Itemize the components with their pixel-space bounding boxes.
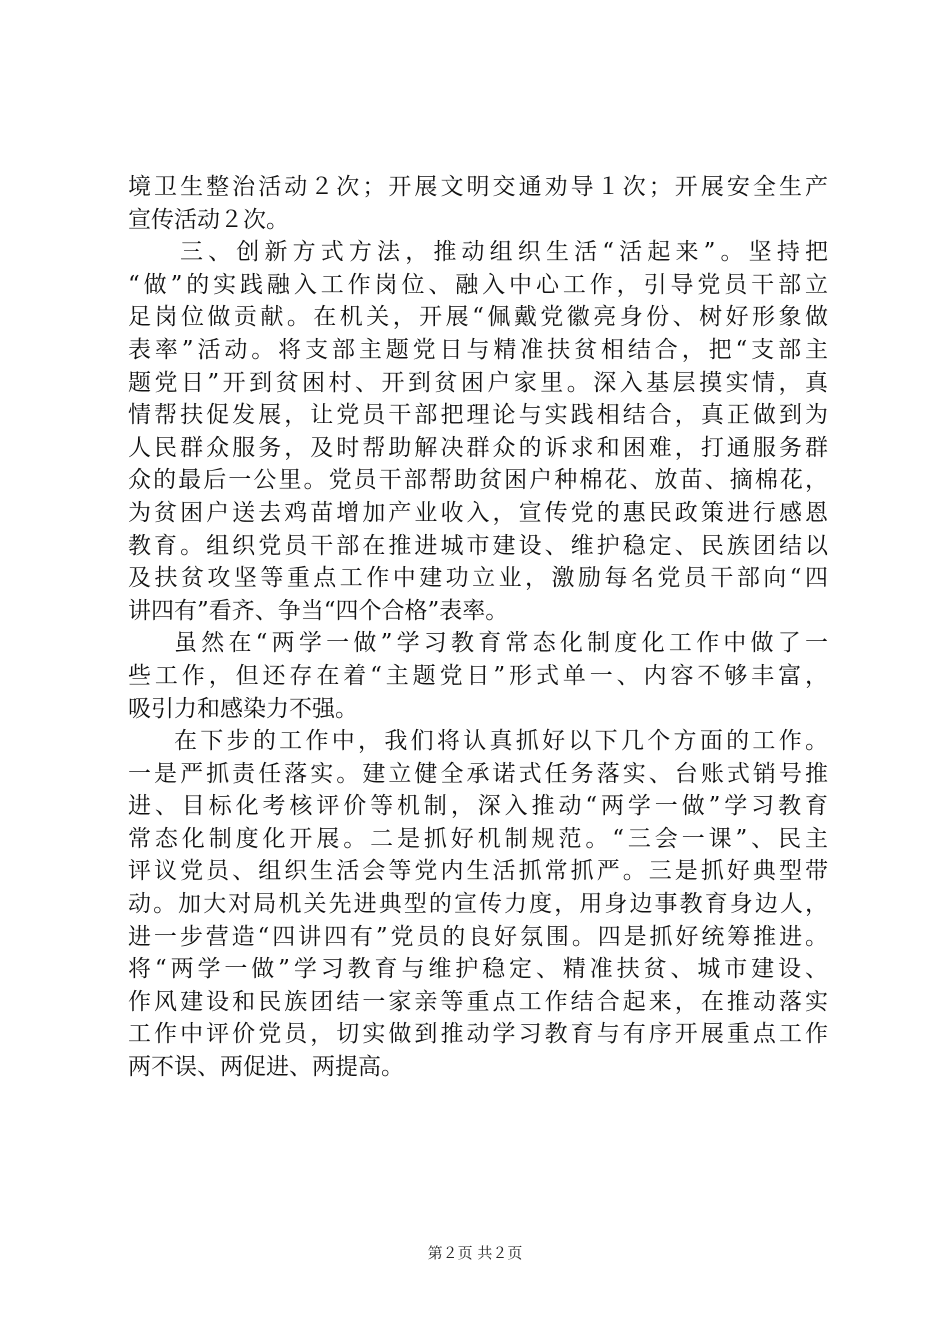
text-line: 在下步的工作中，我们将认真抓好以下几个方面的工作。 [174, 728, 828, 755]
text-line: 些工作，但还存在着“主题党日”形式单一、内容不够丰富， [128, 662, 828, 689]
text-line: 吸引力和感染力不强。 [128, 695, 358, 722]
text-line: “做”的实践融入工作岗位、融入中心工作，引导党员干部立 [128, 271, 828, 298]
text-line: 工作中评价党员，切实做到推动学习教育与有序开展重点工作 [128, 1021, 828, 1048]
page-footer [0, 1242, 950, 1263]
text-line: 常态化制度化开展。二是抓好机制规范。“三会一课”、民主 [128, 825, 828, 852]
text-line: 一是严抓责任落实。建立健全承诺式任务落实、台账式销号推 [128, 760, 828, 787]
text-line: 教育。组织党员干部在推进城市建设、维护稳定、民族团结以 [128, 532, 828, 559]
text-line: 三、创新方式方法，推动组织生活“活起来”。坚持把 [180, 239, 828, 266]
text-line: 进、目标化考核评价等机制，深入推动“两学一做”学习教育 [128, 793, 828, 820]
text-line: 表率”活动。将支部主题党日与精准扶贫相结合，把“支部主 [128, 336, 828, 363]
text-line: 作风建设和民族团结一家亲等重点工作结合起来，在推动落实 [128, 988, 828, 1015]
text-line: 情帮扶促发展，让党员干部把理论与实践相结合，真正做到为 [128, 402, 828, 429]
text-line: 评议党员、组织生活会等党内生活抓常抓严。三是抓好典型带 [128, 858, 828, 885]
text-line: 两不误、两促进、两提高。 [128, 1054, 404, 1081]
text-line: 为贫困户送去鸡苗增加产业收入，宣传党的惠民政策进行感恩 [128, 499, 828, 526]
text-line: 足岗位做贡献。在机关，开展“佩戴党徽亮身份、树好形象做 [128, 304, 828, 331]
text-line: 及扶贫攻坚等重点工作中建功立业，激励每名党员干部向“四 [128, 565, 828, 592]
text-line: 题党日”开到贫困村、开到贫困户家里。深入基层摸实情，真 [128, 369, 828, 396]
text-line: 虽然在“两学一做”学习教育常态化制度化工作中做了一 [174, 630, 828, 657]
document-body [128, 171, 828, 1084]
page-number: 第２页 共２页 [427, 1244, 523, 1262]
text-line: 进一步营造“四讲四有”党员的良好氛围。四是抓好统筹推进。 [128, 923, 828, 950]
text-line: 动。加大对局机关先进典型的宣传力度，用身边事教育身边人， [128, 891, 828, 918]
text-line: 人民群众服务，及时帮助解决群众的诉求和困难，打通服务群 [128, 434, 828, 461]
text-line: 众的最后一公里。党员干部帮助贫困户种棉花、放苗、摘棉花， [128, 467, 828, 494]
text-line: 将“两学一做”学习教育与维护稳定、精准扶贫、城市建设、 [128, 956, 828, 983]
text-line: 宣传活动２次。 [128, 206, 289, 233]
text-line: 境卫生整治活动２次；开展文明交通劝导１次；开展安全生产 [128, 174, 828, 200]
text-line: 讲四有”看齐、争当“四个合格”表率。 [128, 597, 509, 624]
